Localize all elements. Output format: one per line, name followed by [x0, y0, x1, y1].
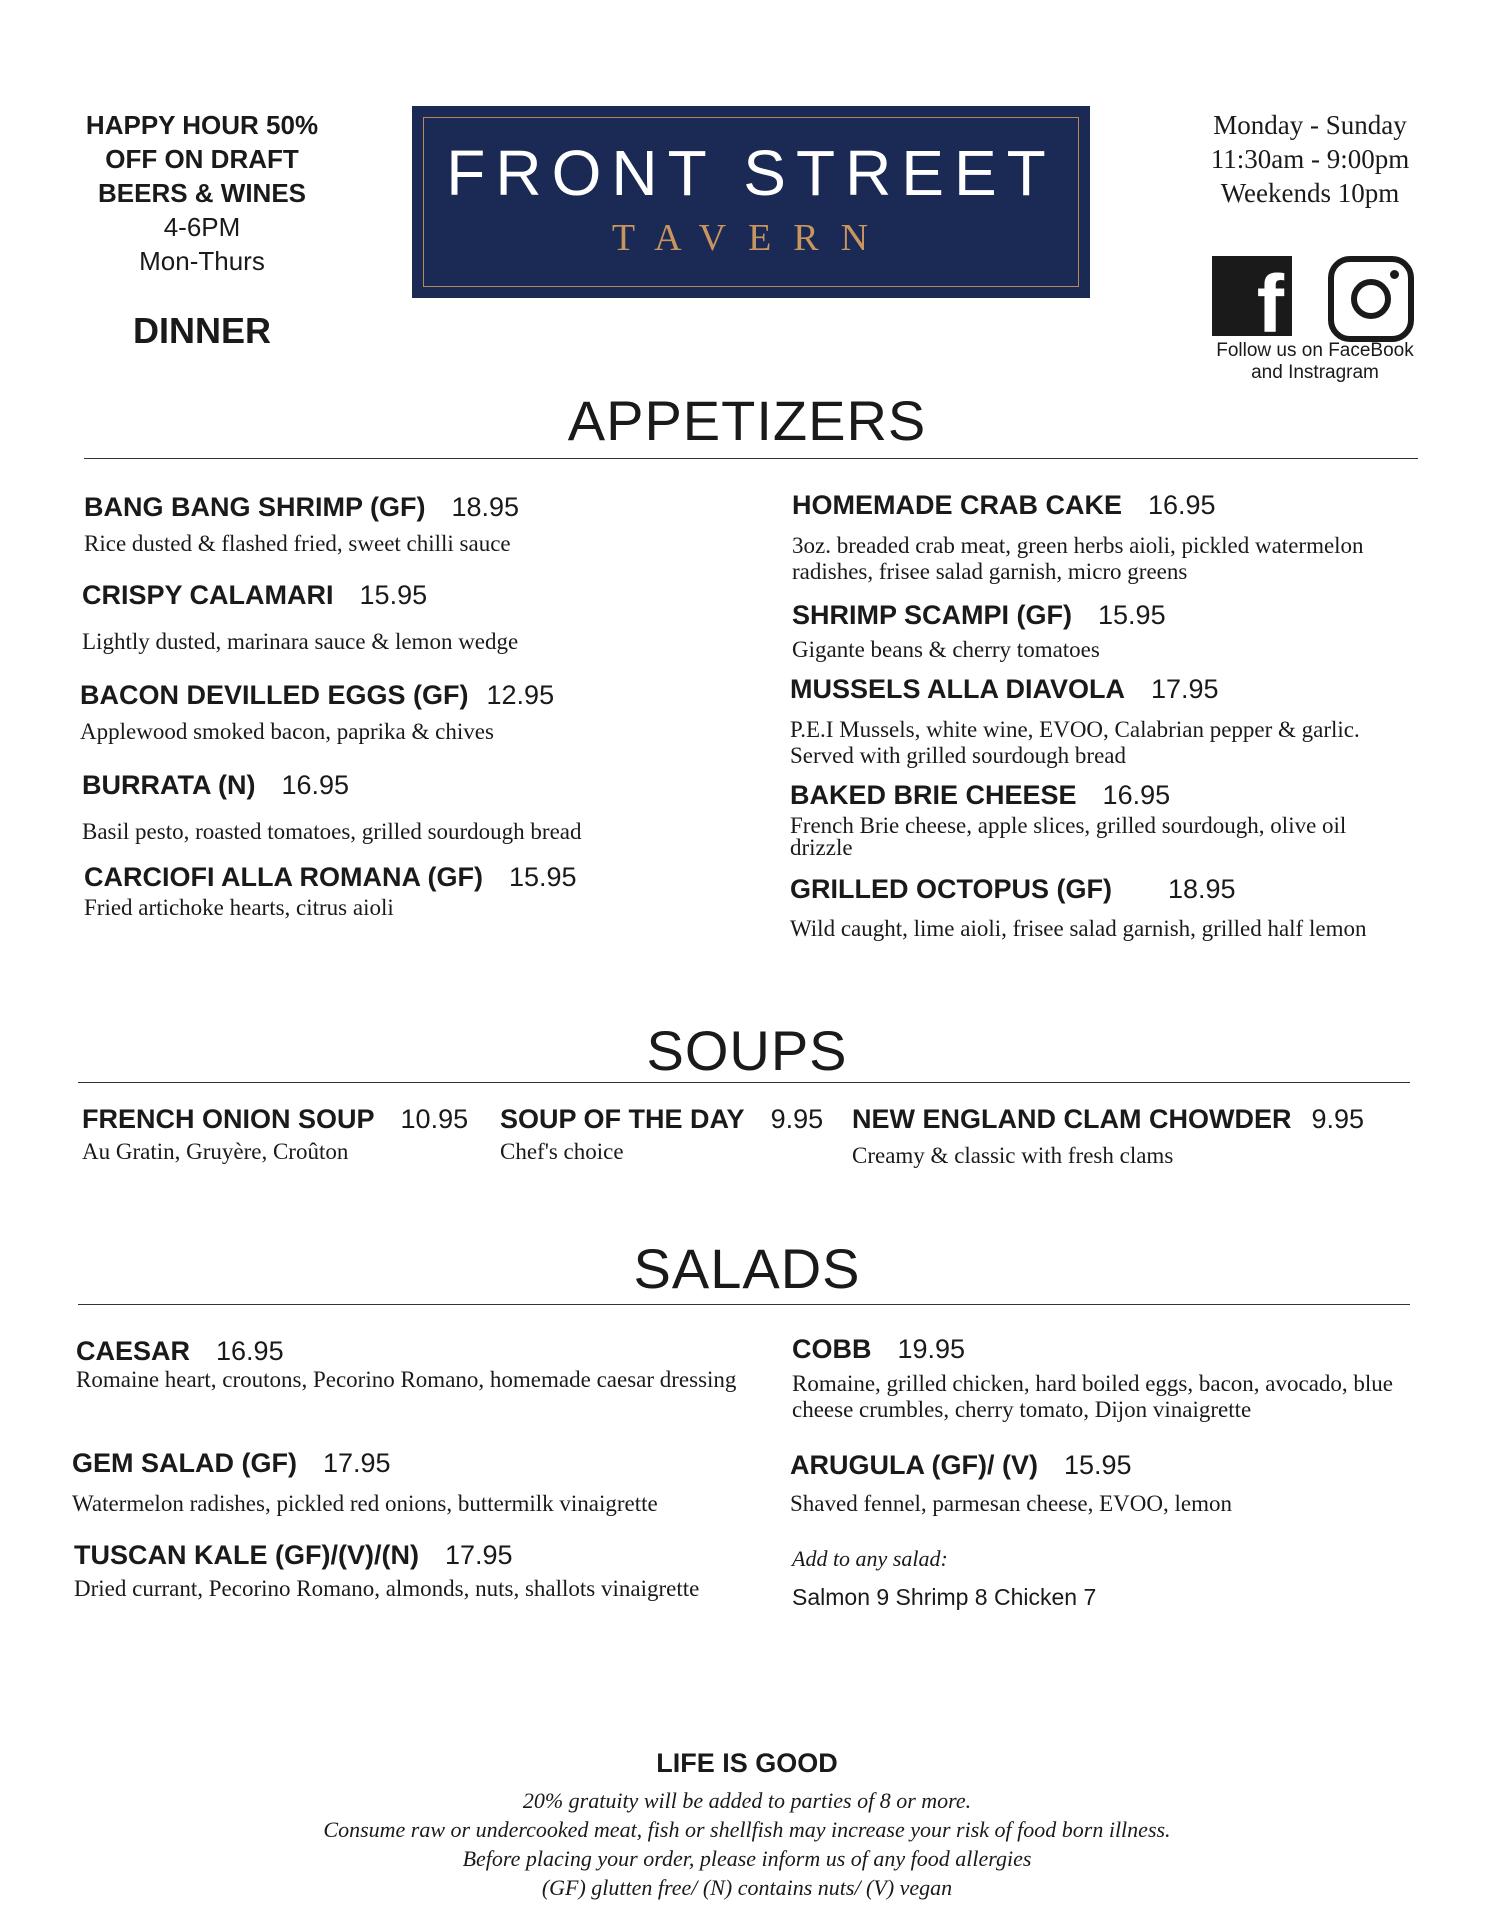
item-description: Wild caught, lime aioli, frisee salad garnish, grilled half lemon	[790, 916, 1367, 941]
logo-name: FRONT STREET	[446, 137, 1056, 209]
instagram-icon[interactable]	[1328, 256, 1414, 342]
footer-title: LIFE IS GOOD	[656, 1748, 838, 1778]
footer-note: (GF) glutten free/ (N) contains nuts/ (V) vegan	[541, 1875, 953, 1900]
facebook-icon[interactable]: f	[1212, 256, 1292, 336]
item-price: 17.95	[444, 1540, 513, 1570]
menu-item	[82, 770, 762, 845]
item-description: Applewood smoked bacon, paprika & chives	[80, 719, 494, 744]
item-description: Chef's choice	[500, 1139, 624, 1164]
menu-type-label: DINNER	[132, 310, 271, 351]
section-divider	[78, 1082, 1410, 1083]
section-title-salads: SALADS	[633, 1237, 861, 1300]
happy-hour-block	[62, 108, 342, 278]
menu-item	[852, 1104, 1412, 1169]
menu-item	[790, 674, 1410, 769]
item-name: BACON DEVILLED EGGS (GF)	[80, 680, 469, 710]
item-price: 15.95	[1098, 600, 1166, 630]
item-price: 19.95	[897, 1334, 966, 1364]
item-description: Shaved fennel, parmesan cheese, EVOO, lemon	[790, 1491, 1232, 1516]
section-divider	[78, 1304, 1410, 1305]
section-title-soups: SOUPS	[646, 1019, 848, 1082]
item-name: NEW ENGLAND CLAM CHOWDER	[852, 1104, 1292, 1134]
item-description: Basil pesto, roasted tomatoes, grilled sourdough bread	[82, 819, 582, 844]
happy-hour-time: 4-6PM	[163, 212, 241, 242]
item-name: CAESAR	[76, 1336, 191, 1366]
footer-note: Consume raw or undercooked meat, fish or shellfish may increase your risk of food born illness.	[323, 1817, 1171, 1842]
item-name: BANG BANG SHRIMP (GF)	[84, 492, 426, 522]
item-description: P.E.I Mussels, white wine, EVOO, Calabrian pepper & garlic. Served with grilled sourdough bread	[790, 717, 1360, 768]
follow-us-text	[1170, 340, 1460, 384]
menu-item	[792, 490, 1412, 585]
menu-item	[80, 680, 740, 745]
item-description: Lightly dusted, marinara sauce & lemon wedge	[82, 629, 519, 654]
menu-item	[82, 580, 742, 655]
add-to-salad-options: Salmon 9 Shrimp 8 Chicken 7	[792, 1584, 1097, 1610]
item-price: 16.95	[281, 770, 350, 800]
section-title-appetizers: APPETIZERS	[567, 389, 927, 452]
happy-hour-line: HAPPY HOUR 50%	[85, 110, 319, 140]
item-name: SOUP OF THE DAY	[500, 1104, 745, 1134]
item-price: 18.95	[1168, 874, 1236, 904]
item-description: Watermelon radishes, pickled red onions, buttermilk vinaigrette	[72, 1491, 658, 1516]
follow-line: and Instragram	[1251, 362, 1379, 383]
item-name: HOMEMADE CRAB CAKE	[792, 490, 1122, 520]
logo	[412, 106, 1090, 298]
item-price: 15.95	[508, 862, 577, 892]
item-name: BURRATA (N)	[82, 770, 256, 800]
item-description: Romaine, grilled chicken, hard boiled eggs, bacon, avocado, blue cheese crumbles, cherry tomato, Dijon vinaigrette	[792, 1371, 1393, 1422]
item-name: COBB	[792, 1334, 872, 1364]
item-description: Romaine heart, croutons, Pecorino Romano, homemade caesar dressing	[76, 1367, 737, 1392]
happy-hour-days: Mon-Thurs	[139, 246, 265, 276]
item-price: 15.95	[359, 580, 428, 610]
menu-item	[84, 862, 744, 921]
footer-notes	[0, 1786, 1494, 1902]
item-price: 17.95	[1151, 674, 1219, 704]
instagram-lens	[1351, 279, 1391, 319]
menu-item	[790, 780, 1410, 859]
menu-item	[72, 1448, 772, 1517]
menu-item	[792, 1334, 1432, 1423]
item-name: MUSSELS ALLA DIAVOLA	[790, 674, 1125, 704]
item-description: Creamy & classic with fresh clams	[852, 1143, 1174, 1168]
logo-subtitle: TAVERN	[611, 217, 891, 259]
item-name: GEM SALAD (GF)	[72, 1448, 297, 1478]
menu-item	[500, 1104, 840, 1165]
item-description: 3oz. breaded crab meat, green herbs aioli, pickled watermelon radishes, frisee salad garnish, micro greens	[792, 533, 1364, 584]
item-price: 12.95	[486, 680, 555, 710]
item-description: Rice dusted & flashed fried, sweet chilli sauce	[84, 531, 511, 556]
item-description: French Brie cheese, apple slices, grilled sourdough, olive oil drizzle	[790, 813, 1347, 860]
add-to-salad-label: Add to any salad:	[792, 1546, 948, 1571]
item-description: Fried artichoke hearts, citrus aioli	[84, 895, 394, 920]
item-price: 16.95	[1148, 490, 1216, 520]
item-name: SHRIMP SCAMPI (GF)	[792, 600, 1073, 630]
footer-note: 20% gratuity will be added to parties of 8 or more.	[522, 1788, 972, 1813]
opening-hours	[1180, 108, 1440, 210]
item-name: TUSCAN KALE (GF)/(V)/(N)	[74, 1540, 419, 1570]
menu-item	[792, 600, 1412, 663]
happy-hour-line: OFF ON DRAFT	[105, 144, 299, 174]
item-price: 16.95	[216, 1336, 284, 1366]
follow-line: Follow us on FaceBook	[1216, 340, 1414, 361]
menu-item	[76, 1336, 756, 1391]
item-price: 17.95	[322, 1448, 391, 1478]
menu-item	[790, 1450, 1430, 1517]
instagram-dot	[1390, 270, 1399, 279]
hours-line: Monday - Sunday	[1213, 110, 1407, 140]
item-name: FRENCH ONION SOUP	[82, 1104, 375, 1134]
item-name: ARUGULA (GF)/ (V)	[790, 1450, 1038, 1480]
menu-item	[790, 874, 1410, 943]
happy-hour-line: BEERS & WINES	[97, 178, 307, 208]
item-price: 9.95	[770, 1104, 824, 1134]
footer-note: Before placing your order, please inform us of any food allergies	[462, 1846, 1032, 1871]
item-price: 18.95	[451, 492, 520, 522]
item-description: Dried currant, Pecorino Romano, almonds, nuts, shallots vinaigrette	[74, 1576, 700, 1601]
item-name: BAKED BRIE CHEESE	[790, 780, 1077, 810]
item-name: GRILLED OCTOPUS (GF)	[790, 874, 1112, 904]
menu-item	[82, 1104, 482, 1165]
item-price: 9.95	[1311, 1104, 1365, 1134]
menu-item	[84, 492, 744, 557]
item-description: Au Gratin, Gruyère, Croûton	[82, 1139, 349, 1164]
item-price: 15.95	[1063, 1450, 1132, 1480]
section-divider	[84, 458, 1418, 459]
hours-line: Weekends 10pm	[1220, 178, 1400, 208]
item-price: 10.95	[400, 1104, 469, 1134]
item-price: 16.95	[1102, 780, 1171, 810]
item-name: CARCIOFI ALLA ROMANA (GF)	[84, 862, 483, 892]
item-name: CRISPY CALAMARI	[82, 580, 334, 610]
hours-line: 11:30am - 9:00pm	[1210, 144, 1410, 174]
menu-item	[74, 1540, 734, 1603]
item-description: Gigante beans & cherry tomatoes	[792, 637, 1100, 662]
